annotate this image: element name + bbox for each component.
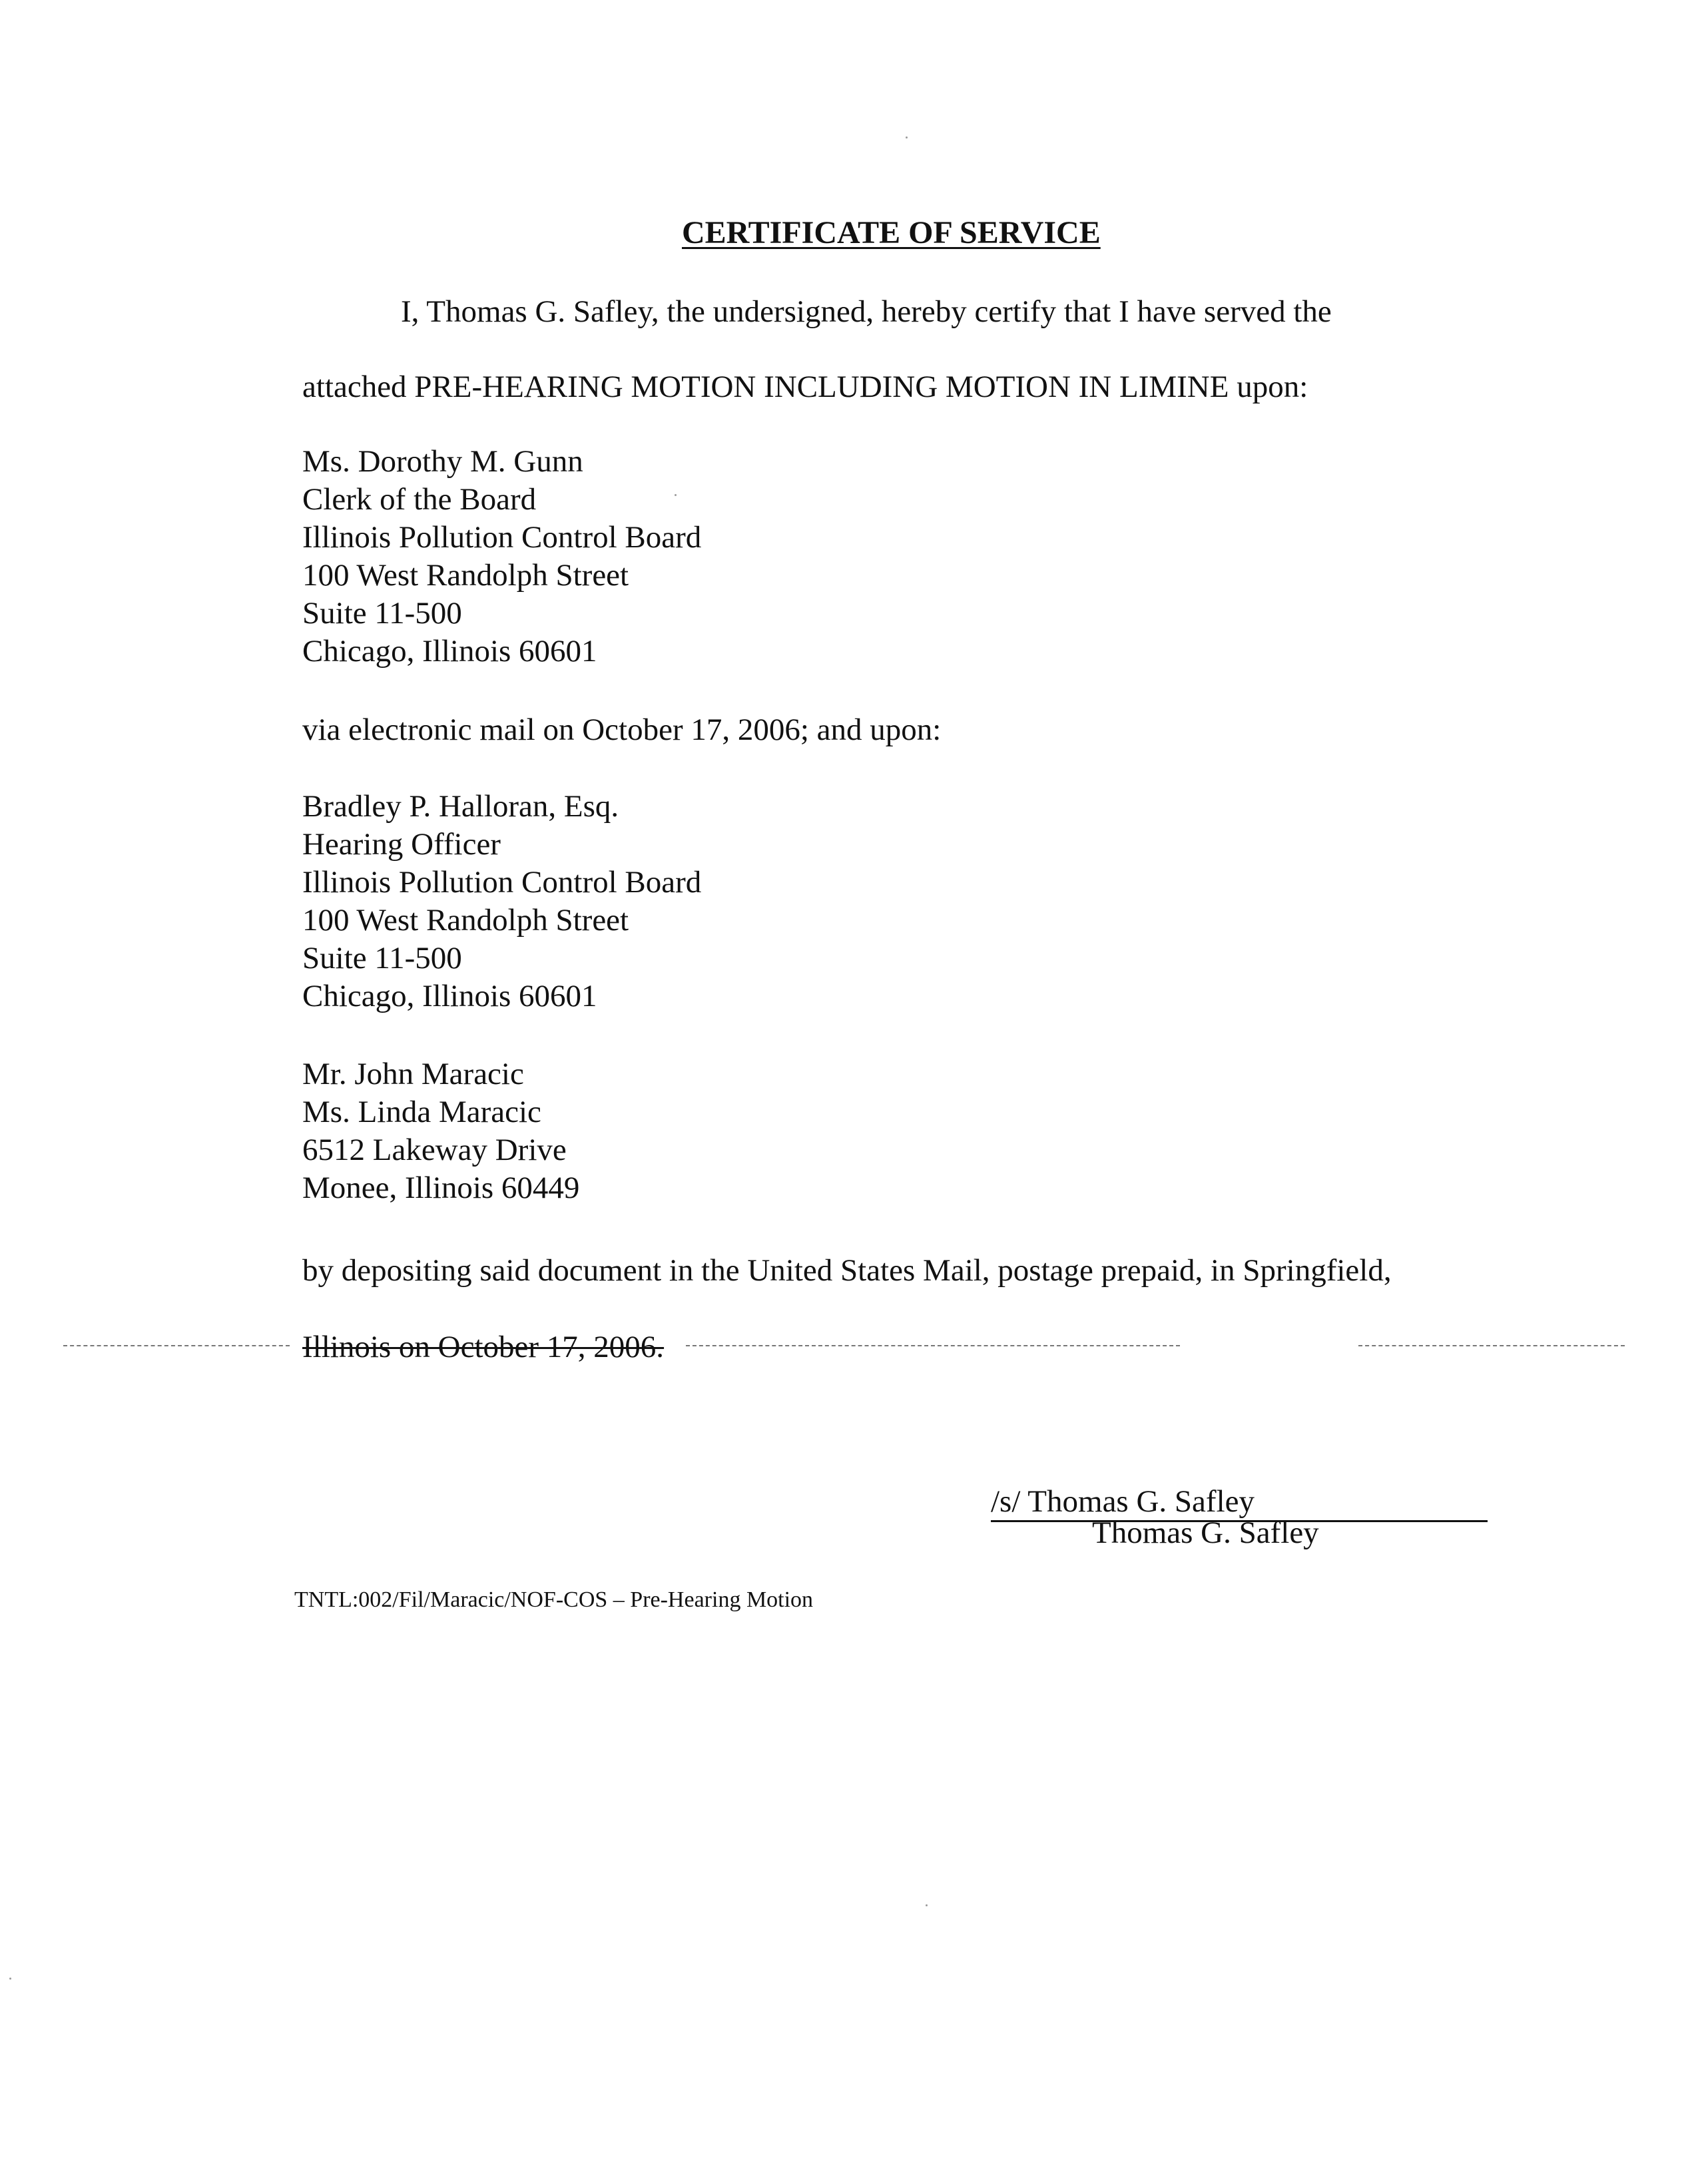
address-line: Mr. John Maracic [302, 1057, 524, 1091]
address-line: Illinois Pollution Control Board [302, 865, 702, 900]
deposit-line-1: by depositing said document in the United States Mail, postage prepaid, in Springfield, [302, 1253, 1392, 1288]
document-title: CERTIFICATE OF SERVICE [682, 215, 1101, 250]
address-line: Ms. Linda Maracic [302, 1095, 541, 1129]
address-line: Hearing Officer [302, 827, 501, 862]
document-footer-reference: TNTL:002/Fil/Maracic/NOF-COS – Pre-Hearing Motion [294, 1587, 814, 1612]
intro-line-2: attached PRE-HEARING MOTION INCLUDING MOTION IN LIMINE upon: [302, 370, 1308, 404]
address-line: Monee, Illinois 60449 [302, 1171, 580, 1205]
scan-speck [9, 1978, 11, 1980]
scan-speck [906, 136, 908, 138]
recipient-address-hearing-officer [302, 788, 701, 1015]
scan-speck [926, 1904, 928, 1906]
address-line: 100 West Randolph Street [302, 558, 629, 593]
address-line: Bradley P. Halloran, Esq. [302, 789, 619, 824]
address-line: Suite 11-500 [302, 941, 462, 975]
signature-line: /s/ Thomas G. Safley [991, 1483, 1488, 1522]
address-line: Clerk of the Board [302, 482, 537, 517]
intro-line-1: I, Thomas G. Safley, the undersigned, hereby certify that I have served the [401, 294, 1332, 329]
address-line: Chicago, Illinois 60601 [302, 979, 597, 1013]
scan-artifact-rule [686, 1345, 1180, 1346]
address-line: 100 West Randolph Street [302, 903, 629, 938]
scan-speck [675, 494, 677, 496]
recipient-address-maracic [302, 1055, 579, 1207]
recipient-address-clerk [302, 443, 701, 671]
address-line: Chicago, Illinois 60601 [302, 634, 597, 669]
address-line: Ms. Dorothy M. Gunn [302, 444, 583, 479]
deposit-line-2: Illinois on October 17, 2006. [302, 1330, 665, 1364]
address-line: Suite 11-500 [302, 596, 462, 631]
scan-artifact-rule [63, 1345, 290, 1346]
scan-artifact-rule [1358, 1345, 1625, 1346]
address-line: Illinois Pollution Control Board [302, 520, 702, 555]
address-line: 6512 Lakeway Drive [302, 1133, 567, 1167]
signer-name: Thomas G. Safley [1092, 1515, 1319, 1550]
via-email-line: via electronic mail on October 17, 2006; and upon: [302, 712, 942, 747]
